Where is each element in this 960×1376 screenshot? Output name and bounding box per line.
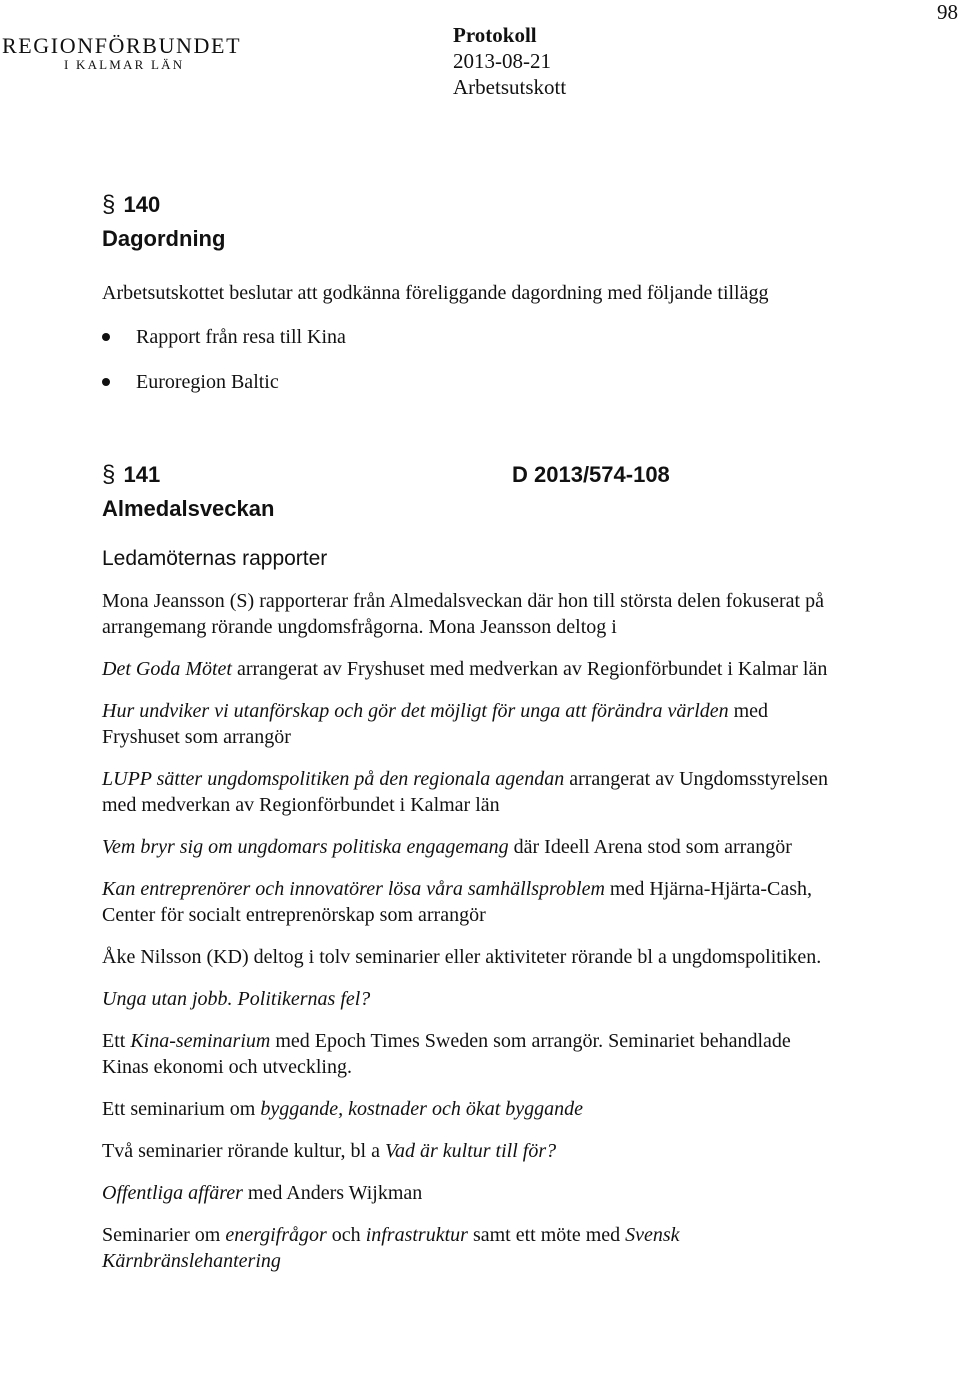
seminar-text: med Anders Wijkman xyxy=(242,1182,423,1204)
section-140-title: Dagordning xyxy=(102,226,226,251)
seminar-item xyxy=(102,698,842,750)
seminar-title: Unga utan jobb. Politikernas fel? xyxy=(102,988,371,1010)
seminar-text: och xyxy=(326,1224,366,1246)
paragraph-symbol: § xyxy=(102,191,116,218)
seminar-item xyxy=(102,1138,842,1164)
document-date: 2013-08-21 xyxy=(453,49,551,73)
seminar-title: Svensk Kärnbränslehantering xyxy=(102,1224,680,1272)
seminar-item xyxy=(102,986,842,1012)
seminar-text: Ett seminarium om xyxy=(102,1098,261,1120)
case-number: D 2013/574-108 xyxy=(512,462,670,487)
document-content xyxy=(102,188,842,1274)
logo-sub-text: I KALMAR LÄN xyxy=(64,57,185,72)
section-number: 140 xyxy=(123,192,161,217)
ake-paragraph: Åke Nilsson (KD) deltog i tolv seminarier eller aktiviteter rörande bl a ungdomspolitiken. xyxy=(102,946,822,968)
seminar-item xyxy=(102,834,842,860)
seminar-item xyxy=(102,1180,842,1206)
seminar-title: Offentliga affärer xyxy=(102,1182,243,1204)
section-141-title: Almedalsveckan xyxy=(102,496,275,521)
seminar-text: Två seminarier rörande kultur, bl a xyxy=(102,1140,385,1162)
seminar-item xyxy=(102,766,842,818)
section-141-number xyxy=(102,458,842,492)
seminar-text: samt ett möte med xyxy=(467,1224,626,1246)
seminar-text: Ett xyxy=(102,1030,131,1052)
list-item: Rapport från resa till Kina xyxy=(102,324,842,350)
seminar-item xyxy=(102,1096,842,1122)
seminar-title: Vem bryr sig om ungdomars politiska engagemang xyxy=(102,836,509,858)
seminar-title: Kina-seminarium xyxy=(130,1030,271,1052)
seminar-title: LUPP sätter ungdomspolitiken på den regionala agendan xyxy=(102,768,565,790)
seminar-item xyxy=(102,656,842,682)
seminar-text: där Ideell Arena stod som arrangör xyxy=(508,836,792,858)
seminar-title: energifrågor xyxy=(225,1224,327,1246)
section-number: 141 xyxy=(123,462,161,487)
section-140-bullets xyxy=(102,324,842,395)
document-body: Arbetsutskott xyxy=(453,75,567,99)
seminar-title: Det Goda Mötet xyxy=(102,658,232,680)
subheading: Ledamöternas rapporter xyxy=(102,547,328,570)
seminar-item xyxy=(102,1028,842,1080)
seminar-title: Kan entreprenörer och innovatörer lösa våra samhällsproblem xyxy=(102,878,605,900)
seminar-text: arrangerat av Fryshuset med medverkan av Regionförbundet i Kalmar län xyxy=(231,658,828,680)
list-item: Euroregion Baltic xyxy=(102,369,842,395)
page-number: 98 xyxy=(937,0,958,24)
seminar-text: med Epoch Times Sweden som arrangör. Seminariet behandlade Kinas ekonomi och utveckling. xyxy=(102,1030,791,1078)
seminar-text: Seminarier om xyxy=(102,1224,226,1246)
seminar-text: arrangerat av Ungdomsstyrelsen med medverkan av Regionförbundet i Kalmar län xyxy=(102,768,828,816)
seminar-item xyxy=(102,1222,842,1274)
intro-paragraph: Mona Jeansson (S) rapporterar från Almedalsveckan där hon till största delen fokuserat på arrangemang rörande ungdomsfrågorna. Mona Jeansson deltog i xyxy=(102,590,824,638)
seminar-title: byggande, kostnader och ökat byggande xyxy=(260,1098,584,1120)
document-header xyxy=(453,22,566,100)
seminar-item xyxy=(102,876,842,928)
section-140-text: Arbetsutskottet beslutar att godkänna föreliggande dagordning med följande tillägg xyxy=(102,282,769,304)
seminar-title: Vad är kultur till för? xyxy=(384,1140,557,1162)
paragraph-symbol: § xyxy=(102,461,116,488)
section-140-number xyxy=(102,188,842,222)
seminar-title: Hur undviker vi utanförskap och gör det möjligt för unga att förändra världen xyxy=(102,700,729,722)
seminar-title: infrastruktur xyxy=(365,1224,468,1246)
seminar-text: med Fryshuset som arrangör xyxy=(102,700,769,748)
regionforbundet-logo xyxy=(2,34,241,72)
logo-main-text: REGIONFÖRBUNDET xyxy=(2,33,242,58)
document-type: Protokoll xyxy=(453,23,537,47)
seminar-text: med Hjärna-Hjärta-Cash, Center för socialt entreprenörskap som arrangör xyxy=(102,878,813,926)
